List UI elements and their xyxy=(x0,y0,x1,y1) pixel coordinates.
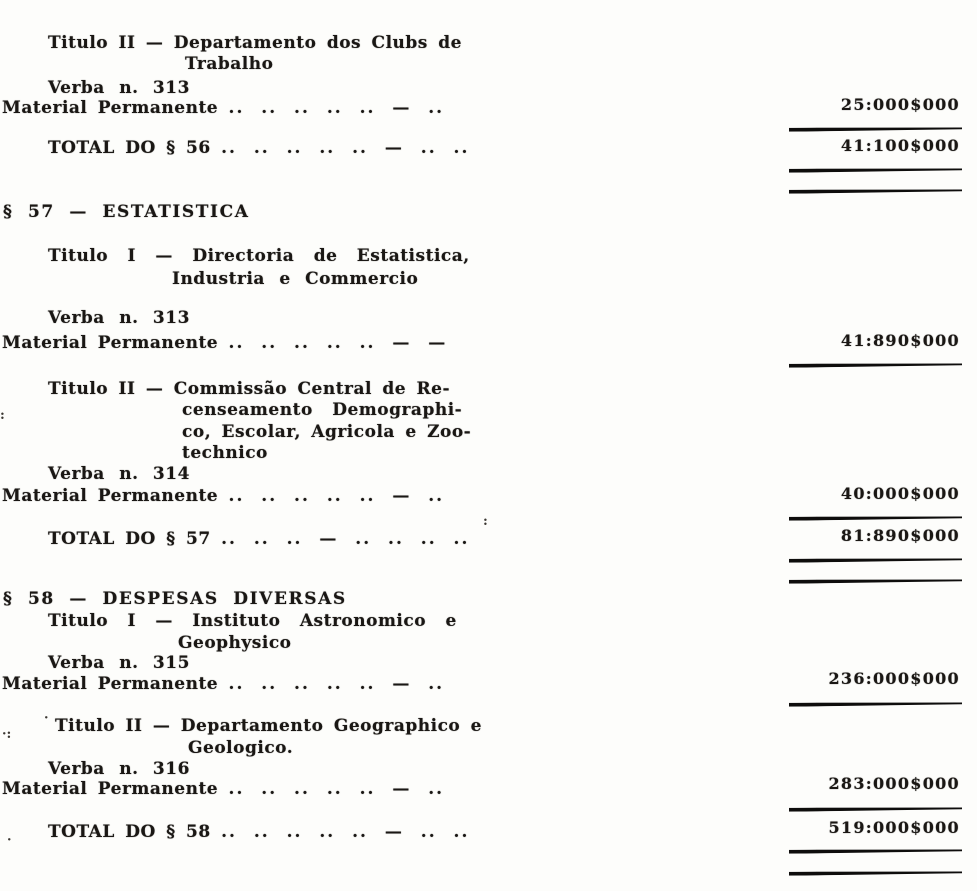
s57-heading: § 57 — ESTATISTICA xyxy=(3,202,250,222)
s57-t2-verba: Verba n. 314 xyxy=(48,464,190,484)
value-rule xyxy=(789,126,962,132)
scan-artifact: : xyxy=(483,514,488,529)
value-rule xyxy=(789,701,962,707)
section-end-rule-2 xyxy=(789,188,962,194)
s58-heading: § 58 — DESPESAS DIVERSAS xyxy=(3,589,347,609)
dot-leader: .. .. .. .. .. — .. xyxy=(228,674,445,694)
s58-t1-verba: Verba n. 315 xyxy=(48,653,190,673)
s56-total-row xyxy=(48,138,469,158)
section-end-rule-1 xyxy=(789,848,962,854)
s57-t2-line2: censeamento Demographi- xyxy=(182,400,463,420)
value-rule xyxy=(789,515,962,521)
section-end-rule-1 xyxy=(789,167,962,173)
s58-t1-line1: Titulo I — Instituto Astronomico e xyxy=(48,611,457,631)
s58-t1-line2: Geophysico xyxy=(178,633,292,653)
s57-t1-line2: Industria e Commercio xyxy=(172,269,419,289)
dot-leader: .. .. .. .. .. — — xyxy=(228,333,448,353)
s57-t2-line4: technico xyxy=(182,443,268,463)
scan-artifact: · xyxy=(44,711,49,726)
value-rule xyxy=(789,806,962,812)
s57-t1-verba: Verba n. 313 xyxy=(48,308,190,328)
dot-leader: .. .. .. .. .. — .. xyxy=(228,98,445,118)
s58-t1-item-row xyxy=(2,674,444,694)
s57-t1-item-row xyxy=(2,333,447,353)
scan-artifact: ·: xyxy=(2,727,12,742)
s57-t2-item-value: 40:000$000 xyxy=(840,484,960,503)
s56-total-label: TOTAL DO § 56 xyxy=(48,138,211,158)
s58-total-value: 519:000$000 xyxy=(828,818,960,837)
s58-total-row xyxy=(48,822,469,842)
section-end-rule-2 xyxy=(789,578,962,584)
s58-t1-item-value: 236:000$000 xyxy=(828,669,960,688)
dot-leader: .. .. .. .. .. — .. .. xyxy=(221,822,470,842)
s56-titulo-line1: Titulo II — Departamento dos Clubs de xyxy=(48,33,462,53)
section-end-rule-2 xyxy=(789,870,962,876)
s57-total-row xyxy=(48,529,469,549)
dot-leader: .. .. .. .. .. — .. xyxy=(228,779,445,799)
s57-t2-line1: Titulo II — Commissão Central de Re- xyxy=(48,379,451,399)
dot-leader: .. .. .. .. .. — .. xyxy=(228,486,445,506)
s56-item-value: 25:000$000 xyxy=(840,95,960,114)
value-rule xyxy=(789,362,962,368)
s56-titulo-line2: Trabalho xyxy=(185,54,274,74)
s57-total-value: 81:890$000 xyxy=(840,526,960,545)
s57-t2-line3: co, Escolar, Agricola e Zoo- xyxy=(182,422,472,442)
s58-t2-verba: Verba n. 316 xyxy=(48,759,190,779)
s57-t1-item-label: Material Permanente xyxy=(2,333,219,353)
s58-t2-item-value: 283:000$000 xyxy=(828,774,960,793)
s57-t2-item-row xyxy=(2,486,444,506)
dot-leader: .. .. .. — .. .. .. .. xyxy=(221,529,470,549)
s57-t1-line1: Titulo I — Directoria de Estatistica, xyxy=(48,246,470,266)
s57-total-label: TOTAL DO § 57 xyxy=(48,529,211,549)
section-end-rule-1 xyxy=(789,557,962,563)
scan-artifact: · xyxy=(7,833,12,848)
s58-t1-item-label: Material Permanente xyxy=(2,674,219,694)
s57-t1-item-value: 41:890$000 xyxy=(840,331,960,350)
s56-item-row xyxy=(2,98,444,118)
s58-t2-line1: Titulo II — Departamento Geographico e xyxy=(55,716,482,736)
s56-total-value: 41:100$000 xyxy=(840,136,960,155)
s58-t2-item-label: Material Permanente xyxy=(2,779,219,799)
s56-item-label: Material Permanente xyxy=(2,98,219,118)
dot-leader: .. .. .. .. .. — .. .. xyxy=(221,138,470,158)
scan-artifact: : xyxy=(0,408,5,423)
s56-verba: Verba n. 313 xyxy=(48,78,190,98)
s58-t2-line2: Geologico. xyxy=(188,738,294,758)
s58-total-label: TOTAL DO § 58 xyxy=(48,822,211,842)
s58-t2-item-row xyxy=(2,779,444,799)
s57-t2-item-label: Material Permanente xyxy=(2,486,219,506)
